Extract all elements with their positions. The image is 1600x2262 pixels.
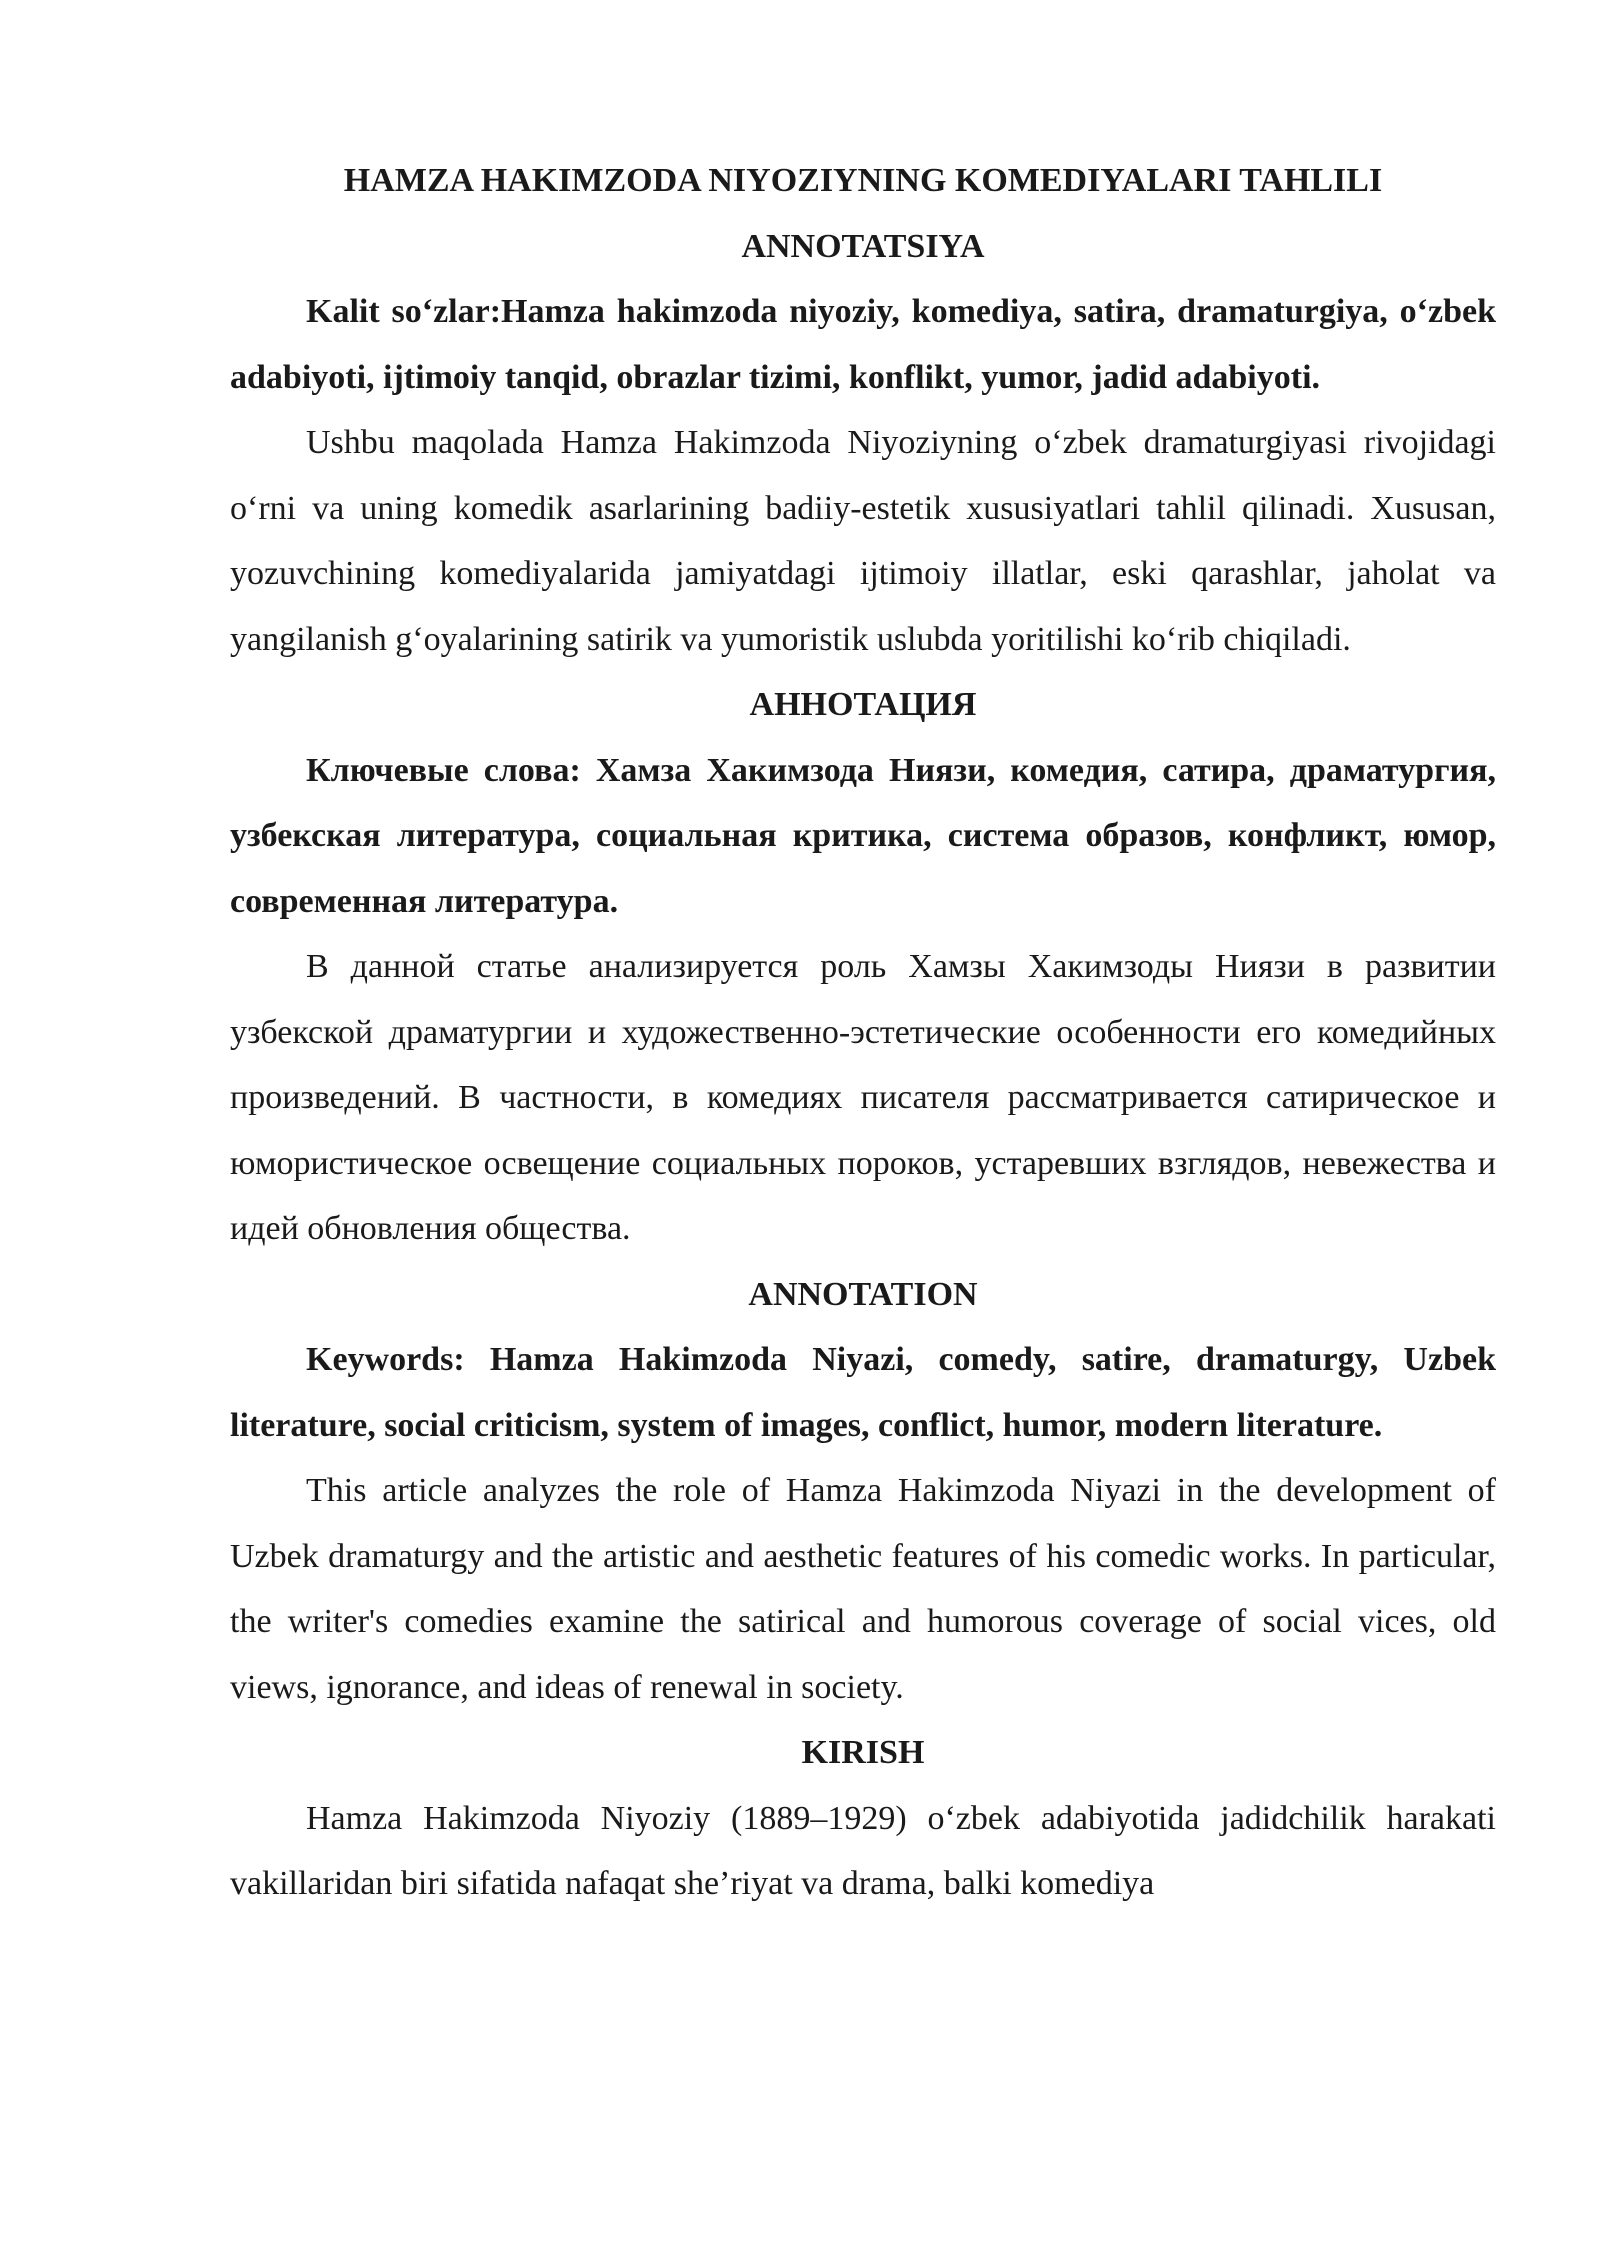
en-abstract: This article analyzes the role of Hamza Hakimzoda Niyazi in the development of Uzbek dramaturgy and the artistic and aesthetic features of his comedic works. In particular, the writer's comedies examine the satirical and humorous coverage of social vices, old views, ignorance, and ideas of renewal in society. bbox=[230, 1472, 1496, 1706]
uz-keywords-text: Hamza hakimzoda niyoziy, komediya, satira, dramaturgiya, o‘zbek adabiyoti, ijtimoiy tanqid, obrazlar tizimi, konflikt, yumor, jadid adabiyoti. bbox=[230, 293, 1496, 396]
en-keywords-label: Keywords: bbox=[306, 1341, 490, 1378]
ru-keywords-text: Хамза Хакимзода Ниязи, комедия, сатира, драматургия, узбекская литература, социальная критика, система образов, конфликт, юмор, современная литература. bbox=[230, 751, 1497, 920]
ru-annotation-heading: АННОТАЦИЯ bbox=[749, 686, 977, 723]
en-keywords-text: Hamza Hakimzoda Niyazi, comedy, satire, dramaturgy, Uzbek literature, social criticism, system of images, conflict, humor, modern literature. bbox=[230, 1341, 1496, 1444]
uz-annotation-heading: ANNOTATSIYA bbox=[741, 227, 985, 265]
document-page bbox=[230, 148, 1496, 1917]
en-annotation-heading: ANNOTATION bbox=[748, 1275, 978, 1313]
intro-text: Hamza Hakimzoda Niyoziy (1889–1929) o‘zbek adabiyotida jadidchilik harakati vakillaridan biri sifatida nafaqat she’riyat va drama, balki komediya bbox=[230, 1799, 1496, 1902]
intro-heading: KIRISH bbox=[801, 1734, 925, 1771]
ru-keywords bbox=[230, 738, 1496, 935]
en-keywords bbox=[230, 1327, 1496, 1458]
document-title: HAMZA HAKIMZODA NIYOZIYNING KOMEDIYALARI TAHLILI bbox=[343, 162, 1383, 199]
uz-keywords-label: Kalit so‘zlar: bbox=[306, 293, 502, 330]
ru-keywords-label: Ключевые слова: bbox=[306, 751, 596, 789]
uz-abstract: Ushbu maqolada Hamza Hakimzoda Niyoziyning o‘zbek dramaturgiyasi rivojidagi o‘rni va uning komedik asarlarining badiiy-estetik xususiyatlari tahlil qilinadi. Xususan, yozuvchining komediyalarida jamiyatdagi ijtimoiy illatlar, eski qarashlar, jaholat va yangilanish g‘oyalarining satirik va yumoristik uslubda yoritilishi ko‘rib chiqiladi. bbox=[230, 424, 1496, 658]
uz-keywords bbox=[230, 279, 1496, 410]
ru-abstract: В данной статье анализируется роль Хамзы Хакимзоды Ниязи в развитии узбекской драматургии и художественно-эстетические особенности его комедийных произведений. В частности, в комедиях писателя рассматривается сатирическое и юмористическое освещение социальных пороков, устаревших взглядов, невежества и идей обновления общества. bbox=[230, 948, 1496, 1247]
